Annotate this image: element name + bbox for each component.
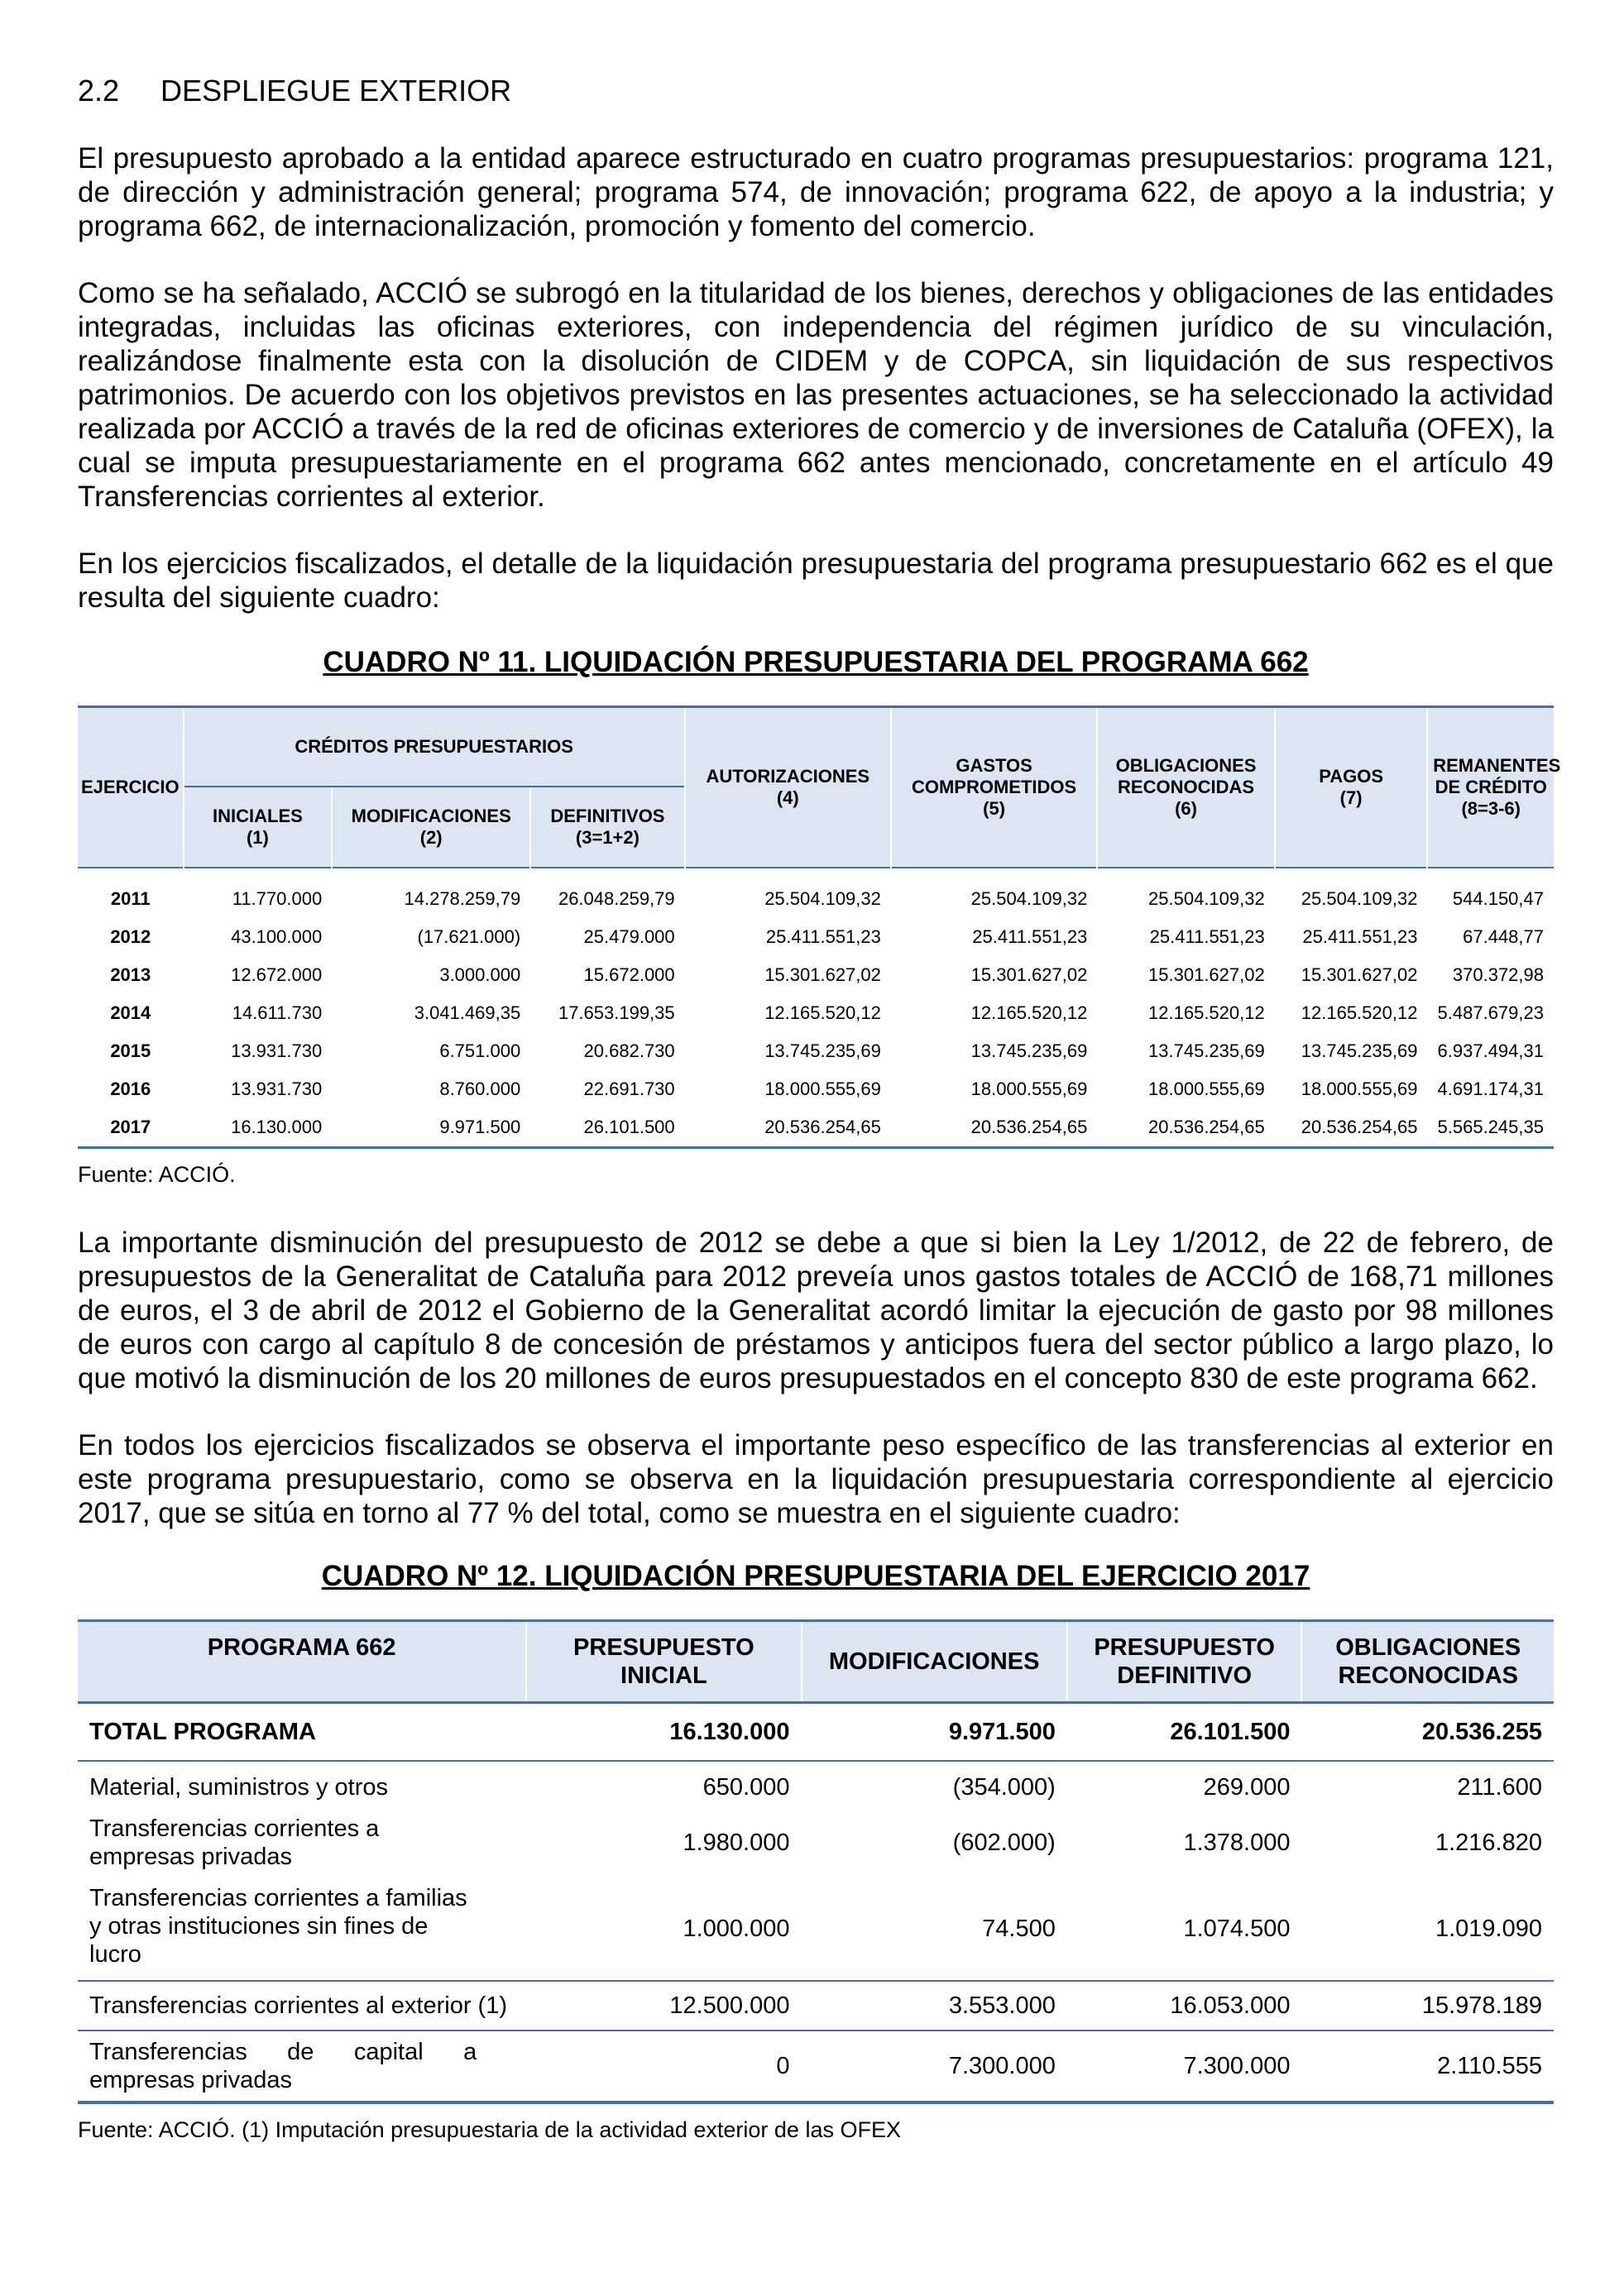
paragraph-1: El presupuesto aprobado a la entidad aparece estructurado en cuatro programas presupuestarios: programa 121, de dirección y administración general; programa 574, de innovación; programa 622, de apoyo a la industria; y programa 662, de internacionalización, promoción y fomento del comercio.: [78, 142, 1554, 243]
header-presupuesto-inicial: PRESUPUESTO INICIAL: [526, 1621, 801, 1703]
section-heading: 2.2 DESPLIEGUE EXTERIOR: [78, 74, 512, 108]
header-remanentes: REMANENTES DE CRÉDITO (8=3-6): [1427, 707, 1554, 868]
header-obligaciones-reconocidas: OBLIGACIONES RECONOCIDAS: [1301, 1621, 1554, 1703]
table-row: 2016 13.931.730 8.760.000 22.691.730 18.000.555,69 18.000.555,69 18.000.555,69 18.000.555,69 4.691.174,31: [110, 1079, 1544, 1100]
table-row: 2013 12.672.000 3.000.000 15.672.000 15.301.627,02 15.301.627,02 15.301.627,02 15.301.627,02 370.372,98: [110, 964, 1544, 986]
table12-budget-2017: [78, 1619, 1554, 2104]
table12-source: Fuente: ACCIÓ. (1) Imputación presupuestaria de la actividad exterior de las OFEX: [78, 2117, 901, 2143]
table11-budget-program-662: [78, 706, 1561, 1149]
table12-title: CUADRO Nº 12. LIQUIDACIÓN PRESUPUESTARIA DEL EJERCICIO 2017: [321, 1560, 1310, 1593]
table-row: Material, suministros y otros 650.000 (354.000) 269.000 211.600: [89, 1774, 1542, 1801]
paragraph-3: En los ejercicios fiscalizados, el detalle de la liquidación presupuestaria del programa presupuestario 662 es el que resulta del siguiente cuadro:: [78, 548, 1554, 615]
header-programa: PROGRAMA 662: [78, 1621, 526, 1703]
header-autorizaciones: AUTORIZACIONES (4): [685, 707, 891, 868]
table-row: 2015 13.931.730 6.751.000 20.682.730 13.745.235,69 13.745.235,69 13.745.235,69 13.745.235,69 6.937.494,31: [110, 1040, 1544, 1062]
table-row: 2017 16.130.000 9.971.500 26.101.500 20.536.254,65 20.536.254,65 20.536.254,65 20.536.254,65 5.565.245,35: [110, 1117, 1544, 1138]
header-creditos: CRÉDITOS PRESUPUESTARIOS: [184, 707, 685, 787]
paragraph-4: La importante disminución del presupuesto de 2012 se debe a que si bien la Ley 1/2012, de 22 de febrero, de presupuestos de la Generalitat de Cataluña para 2012 preveía unos gastos totales de ACCIÓ de 168,71 millones de euros, el 3 de abril de 2012 el Gobierno de la Generalitat acordó limitar la ejecución de gasto por 98 millones de euros con cargo al capítulo 8 de concesión de préstamos y anticipos fuera del sector público a largo plazo, lo que motivó la disminución de los 20 millones de euros presupuestados en el concepto 830 de este programa 662.: [78, 1227, 1554, 1395]
table-row: 2014 14.611.730 3.041.469,35 17.653.199,35 12.165.520,12 12.165.520,12 12.165.520,12 12.165.520,12 5.487.679,23: [110, 1002, 1544, 1024]
table11-title: CUADRO Nº 11. LIQUIDACIÓN PRESUPUESTARIA DEL PROGRAMA 662: [323, 646, 1309, 679]
header-presupuesto-definitivo: PRESUPUESTO DEFINITIVO: [1067, 1621, 1302, 1703]
paragraph-5: En todos los ejercicios fiscalizados se observa el importante peso específico de las transferencias al exterior en este programa presupuestario, como se observa en la liquidación presupuestaria correspondiente al ejercicio 2017, que se sitúa en torno al 77 % del total, como se muestra en el siguiente cuadro:: [78, 1429, 1554, 1530]
table-row-total: TOTAL PROGRAMA 16.130.000 9.971.500 26.101.500 20.536.255: [78, 1703, 1554, 1762]
header-obligaciones: OBLIGACIONES RECONOCIDAS (6): [1097, 707, 1274, 868]
table-row: Transferencias corrientes a familias y otras instituciones sin fines de lucro 1.000.000 74.500 1.074.500 1.019.090: [78, 1877, 1554, 1981]
paragraph-2: Como se ha señalado, ACCIÓ se subrogó en la titularidad de los bienes, derechos y obligaciones de las entidades integradas, incluidas las oficinas exteriores, con independencia del régimen jurídico de su vinculación, realizándose finalmente esta con la disolución de CIDEM y de COPCA, sin liquidación de sus respectivos patrimonios. De acuerdo con los objetivos previstos en las presentes actuaciones, se ha seleccionado la actividad realizada por ACCIÓ a través de la red de oficinas exteriores de comercio y de inversiones de Cataluña (OFEX), la cual se imputa presupuestariamente en el programa 662 antes mencionado, concretamente en el artículo 49 Transferencias corrientes al exterior.: [78, 277, 1554, 514]
table-row: Transferencias corrientes al exterior (1) 12.500.000 3.553.000 16.053.000 15.978.189: [78, 1981, 1554, 2031]
header-modificaciones: MODIFICACIONES: [802, 1621, 1067, 1703]
document-page: [78, 73, 1561, 2143]
header-iniciales: INICIALES (1): [184, 787, 333, 868]
header-pagos: PAGOS (7): [1275, 707, 1428, 868]
header-definitivos: DEFINITIVOS (3=1+2): [530, 787, 684, 868]
table-row: Transferencias de capital a empresas privadas 0 7.300.000 7.300.000 2.110.555: [78, 2031, 1554, 2102]
header-modificaciones: MODIFICACIONES (2): [332, 787, 530, 868]
header-gastos: GASTOS COMPROMETIDOS (5): [891, 707, 1097, 868]
header-ejercicio: EJERCICIO: [78, 707, 184, 868]
table-row: 2012 43.100.000 (17.621.000) 25.479.000 25.411.551,23 25.411.551,23 25.411.551,23 25.411.551,23 67.448,77: [110, 926, 1544, 948]
table-row: Transferencias corrientes a empresas privadas 1.980.000 (602.000) 1.378.000 1.216.820: [89, 1815, 1542, 1871]
table11-source: Fuente: ACCIÓ.: [78, 1162, 236, 1188]
table-row: 2011 11.770.000 14.278.259,79 26.048.259,79 25.504.109,32 25.504.109,32 25.504.109,32 25.504.109,32 544.150,47: [110, 888, 1544, 910]
